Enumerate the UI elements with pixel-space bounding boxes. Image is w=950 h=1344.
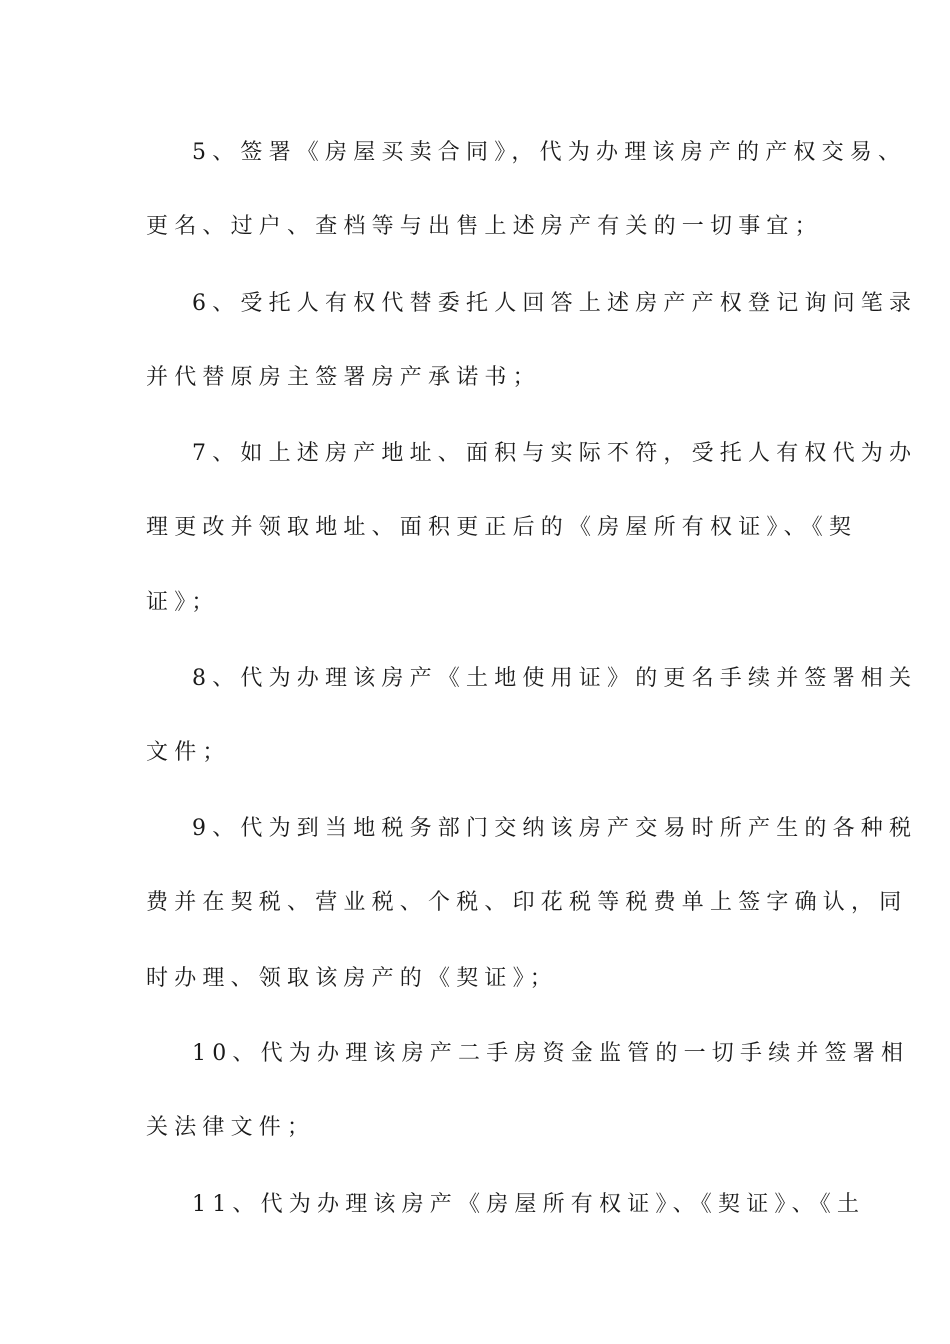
paragraph-11-line-1: 11、代为办理该房产《房屋所有权证》、《契证》、《土 <box>192 1192 866 1217</box>
paragraph-10-line-1: 10、代为办理该房产二手房资金监管的一切手续并签署相 <box>192 1041 910 1066</box>
paragraph-9-line-3: 时办理、领取该房产的《契证》； <box>146 966 559 991</box>
paragraph-10-line-2: 关法律文件； <box>146 1115 316 1140</box>
paragraph-8-line-2: 文件； <box>146 740 231 765</box>
paragraph-5-line-1: 5、签署《房屋买卖合同》，代为办理该房产的产权交易、 <box>192 140 907 165</box>
paragraph-7-line-2: 理更改并领取地址、面积更正后的《房屋所有权证》、《契 <box>146 515 858 540</box>
paragraph-6-line-1: 6、受托人有权代替委托人回答上述房产产权登记询问笔录 <box>192 291 918 316</box>
paragraph-7-line-1: 7、如上述房产地址、面积与实际不符，受托人有权代为办 <box>192 441 918 466</box>
paragraph-5-line-2: 更名、过户、查档等与出售上述房产有关的一切事宜； <box>146 214 823 239</box>
paragraph-8-line-1: 8、代为办理该房产《土地使用证》的更名手续并签署相关 <box>192 666 918 691</box>
paragraph-9-line-2: 费并在契税、营业税、个税、印花税等税费单上签字确认，同 <box>146 890 908 915</box>
paragraph-7-line-3: 证》； <box>146 590 220 615</box>
paragraph-9-line-1: 9、代为到当地税务部门交纳该房产交易时所产生的各种税 <box>192 816 918 841</box>
paragraph-6-line-2: 并代替原房主签署房产承诺书； <box>146 365 541 390</box>
